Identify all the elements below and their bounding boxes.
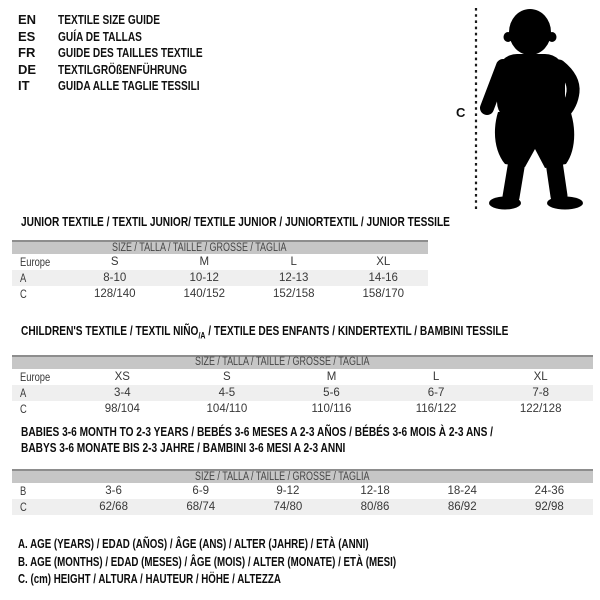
language-code: IT — [18, 78, 30, 93]
guide-title-de: TEXTILGRÖßENFÜHRUNG — [58, 61, 188, 77]
table-cell: 110/116 — [311, 402, 352, 415]
table-cell: XS — [114, 370, 130, 383]
size-header-cell: SIZE / TALLA / TAILLE / GRÖSSE / TAGLIA — [12, 356, 593, 369]
title-subscript: /A — [198, 330, 206, 341]
table-cell: 14-16 — [339, 270, 429, 286]
childrens-textile-section — [12, 323, 593, 417]
table-row — [12, 499, 593, 515]
table-row — [12, 483, 593, 499]
table-row — [12, 385, 593, 401]
table-cell: 3-4 — [70, 385, 175, 401]
language-row-es — [18, 29, 243, 46]
table-row — [12, 254, 428, 270]
language-code: ES — [18, 28, 36, 44]
table-cell: XL — [533, 370, 548, 383]
babies-size-table — [12, 469, 593, 515]
size-header-cell: SIZE / TALLA / TAILLE / GRÖSSE / TAGLIA — [12, 241, 428, 254]
size-header-row — [12, 356, 593, 369]
row-label: Europe — [20, 255, 51, 269]
table-cell: 68/74 — [157, 499, 244, 515]
table-row — [12, 401, 593, 417]
table-cell: 140/152 — [183, 288, 226, 300]
table-cell: 6-7 — [384, 385, 489, 401]
table-cell: 9-12 — [276, 485, 300, 497]
table-cell: 152/158 — [272, 288, 315, 300]
junior-textile-section — [12, 214, 450, 302]
row-label: A — [12, 385, 70, 401]
baby-height-figure — [445, 0, 597, 215]
table-cell: 8-10 — [70, 270, 160, 286]
guide-title-en: TEXTILE SIZE GUIDE — [58, 12, 160, 27]
table-cell: L — [290, 256, 297, 268]
table-cell: XL — [376, 256, 391, 268]
table-cell: 12-13 — [249, 270, 339, 286]
language-row-en — [18, 12, 243, 29]
guide-title-es: GUÍA DE TALLAS — [58, 28, 142, 44]
babies-section-title-line2: BABYS 3-6 MONATE BIS 2-3 JAHRE / BAMBINI 3-6 MESI A 2-3 ANNI — [21, 440, 346, 455]
table-cell: S — [223, 370, 231, 383]
table-cell: 5-6 — [279, 385, 384, 401]
guide-title-it: GUIDA ALLE TAGLIE TESSILI — [58, 78, 200, 93]
babies-section-title-line1: BABIES 3-6 MONTH TO 2-3 YEARS / BEBÉS 3-6 MESES A 2-3 AÑOS / BÉBÉS 3-6 MOIS À 2-3 ANS / — [21, 424, 493, 439]
language-row-de — [18, 62, 243, 79]
table-cell: 7-8 — [488, 385, 593, 401]
table-row — [12, 286, 428, 302]
table-cell: 80/86 — [331, 499, 418, 515]
footnote-a: A. AGE (YEARS) / EDAD (AÑOS) / ÂGE (ANS) / ALTER (JAHRE) / ETÀ (ANNI) — [18, 537, 369, 551]
table-cell: S — [110, 256, 119, 268]
junior-size-table — [12, 240, 428, 302]
table-cell: 122/128 — [519, 402, 562, 415]
table-cell: 3-6 — [105, 485, 122, 497]
table-cell: 6-9 — [192, 485, 210, 497]
table-cell: M — [326, 370, 337, 383]
junior-section-title: JUNIOR TEXTILE / TEXTIL JUNIOR/ TEXTILE JUNIOR / JUNIORTEXTIL / JUNIOR TESSILE — [21, 214, 450, 229]
language-code: DE — [18, 61, 37, 77]
table-cell: 10-12 — [160, 270, 250, 286]
baby-silhouette-icon — [445, 0, 597, 215]
footnote-c: C. (cm) HEIGHT / ALTURA / HAUTEUR / HÖHE / ALTEZZA — [18, 572, 281, 586]
table-cell: 12-18 — [360, 485, 390, 497]
row-label: B — [20, 484, 27, 498]
language-code: EN — [18, 12, 37, 27]
row-label: Europe — [20, 369, 51, 384]
row-label: C — [20, 401, 27, 416]
table-cell: 4-5 — [175, 385, 280, 401]
table-cell: 104/110 — [206, 402, 248, 415]
table-cell: 98/104 — [104, 402, 140, 415]
table-cell: 24-36 — [534, 485, 565, 497]
table-cell: 128/140 — [93, 288, 136, 300]
footnote-b: B. AGE (MONTHS) / EDAD (MESES) / ÂGE (MOIS) / ALTER (MONATE) / ETÀ (MESI) — [18, 554, 397, 569]
babies-table-wrap — [12, 469, 593, 515]
table-cell: 74/80 — [244, 499, 331, 515]
childrens-size-table — [12, 355, 593, 417]
footnote-list — [18, 536, 503, 589]
row-label: A — [12, 270, 70, 286]
language-code: FR — [18, 45, 36, 60]
height-dimension-label: C — [456, 105, 466, 120]
row-label: C — [20, 287, 27, 301]
table-row — [12, 369, 593, 385]
language-row-it — [18, 78, 243, 95]
table-cell: 158/170 — [362, 288, 405, 300]
table-row — [12, 270, 428, 286]
table-cell: L — [432, 370, 440, 383]
language-title-list — [18, 12, 243, 95]
table-cell: 62/68 — [70, 499, 157, 515]
row-label: C — [12, 499, 70, 515]
childrens-section-title: CHILDREN'S TEXTILE / TEXTIL $NIÑO_{/A}$ / TEXTILE DES ENFANTS / KINDERTEXTIL / BAMBINI TESSILE — [21, 323, 509, 341]
guide-title-fr: GUIDE DES TAILLES TEXTILE — [58, 45, 203, 60]
table-cell: 116/122 — [415, 402, 457, 415]
table-cell: 18-24 — [447, 485, 477, 497]
table-cell: M — [199, 256, 210, 268]
size-header-row — [12, 470, 593, 483]
language-row-fr — [18, 45, 243, 62]
table-cell: 92/98 — [506, 499, 593, 515]
table-cell: 86/92 — [419, 499, 506, 515]
babies-textile-section — [12, 424, 593, 515]
size-header-row — [12, 241, 428, 254]
size-header-cell: SIZE / TALLA / TAILLE / GRÖSSE / TAGLIA — [12, 470, 593, 483]
